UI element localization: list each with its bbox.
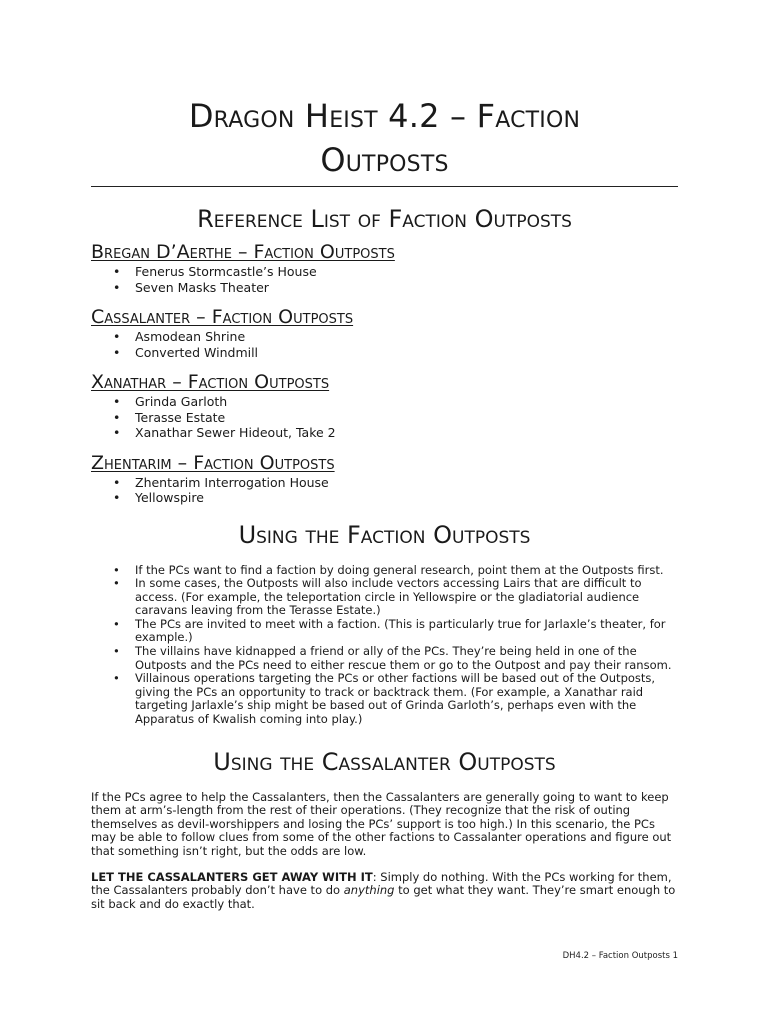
faction-heading-cassalanter: Cassalanter – Faction Outposts: [91, 306, 354, 328]
reference-section-title: Reference List of Faction Outposts: [197, 205, 572, 233]
outpost-item: • Yellowspire: [91, 490, 678, 506]
faction-block-zhentarim: [91, 451, 678, 506]
faction-block-cassalanter: [91, 305, 678, 360]
faction-block-xanathar: [91, 370, 678, 441]
document-title-line2: Outposts: [320, 141, 449, 179]
cassalanter-option-end: to get what they want. They’re smart enough to sit back and do exactly that.: [91, 883, 676, 911]
faction-block-bregan: [91, 240, 678, 295]
usage-item: • Villainous operations targeting the PCs or other factions will be based out of the Outposts, giving the PCs an opportunity to track or backtrack them. (For example, a Xanathar raid targeting Jarlaxle’s ship might be based out of Grinda Garloth’s, perhaps even with the Apparatus of Kwalish coming into play.): [91, 672, 678, 726]
usage-item: • If the PCs want to find a faction by doing general research, point them at the Outposts first.: [91, 564, 678, 578]
cassalanter-option-text: : Simply do nothing. With the PCs working for them, the Cassalanters probably don’t have to do: [91, 869, 672, 898]
faction-heading-xanathar: Xanathar – Faction Outposts: [91, 371, 330, 393]
document-page: [91, 88, 678, 911]
cassalanter-paragraph: If the PCs agree to help the Cassalanters, then the Cassalanters are generally going to want to keep them at arm’s-length from the rest of their operations. (They recognize that the risk of outing themselves as devil-worshippers and losing the PCs’ support is too high.) In this scenario, the PCs may be able to follow clues from some of the other factions to Cassalanter operations and figure out that something isn’t right, but the odds are low.: [91, 789, 672, 858]
outpost-item: • Zhentarim Interrogation House: [91, 475, 678, 491]
cassalanter-option-lead: LET THE CASSALANTERS GET AWAY WITH IT: [91, 869, 373, 884]
document-title: [91, 88, 678, 187]
usage-item: • The PCs are invited to meet with a faction. (This is particularly true for Jarlaxle’s theater, for example.): [91, 618, 678, 645]
outpost-item: • Terasse Estate: [91, 410, 678, 426]
outpost-list-cassalanter: [91, 329, 678, 360]
outpost-item: • Grinda Garloth: [91, 394, 678, 410]
outpost-item: • Converted Windmill: [91, 345, 678, 361]
page-footer: DH4.2 – Faction Outposts 1: [562, 951, 678, 961]
outpost-list-xanathar: [91, 394, 678, 441]
using-outposts-title: Using the Faction Outposts: [238, 520, 531, 549]
outpost-item: • Fenerus Stormcastle’s House: [91, 264, 678, 280]
outpost-item: • Asmodean Shrine: [91, 329, 678, 345]
using-cassalanter-title: Using the Cassalanter Outposts: [213, 747, 556, 776]
document-title-line1: Dragon Heist 4.2 – Faction: [188, 97, 581, 135]
outpost-list-zhentarim: [91, 475, 678, 506]
faction-heading-zhentarim: Zhentarim – Faction Outposts: [91, 451, 335, 474]
cassalanter-option-paragraph: [91, 871, 678, 912]
usage-item: • In some cases, the Outposts will also include vectors accessing Lairs that are difficult to access. (For example, the teleportation circle in Yellowspire or the gladiatorial audience caravans leaving from the Terasse Estate.): [91, 577, 678, 618]
faction-heading-bregan: Bregan D’Aerthe – Faction Outposts: [91, 241, 395, 263]
outpost-list-bregan: [91, 264, 678, 295]
outpost-item: • Xanathar Sewer Hideout, Take 2: [91, 425, 678, 441]
using-outposts-list: [91, 564, 678, 727]
outpost-item: • Seven Masks Theater: [91, 280, 678, 296]
usage-item: • The villains have kidnapped a friend or ally of the PCs. They’re being held in one of the Outposts and the PCs need to either rescue them or go to the Outpost and pay their ransom.: [91, 645, 678, 672]
cassalanter-option-emphasis: anything: [343, 883, 395, 898]
